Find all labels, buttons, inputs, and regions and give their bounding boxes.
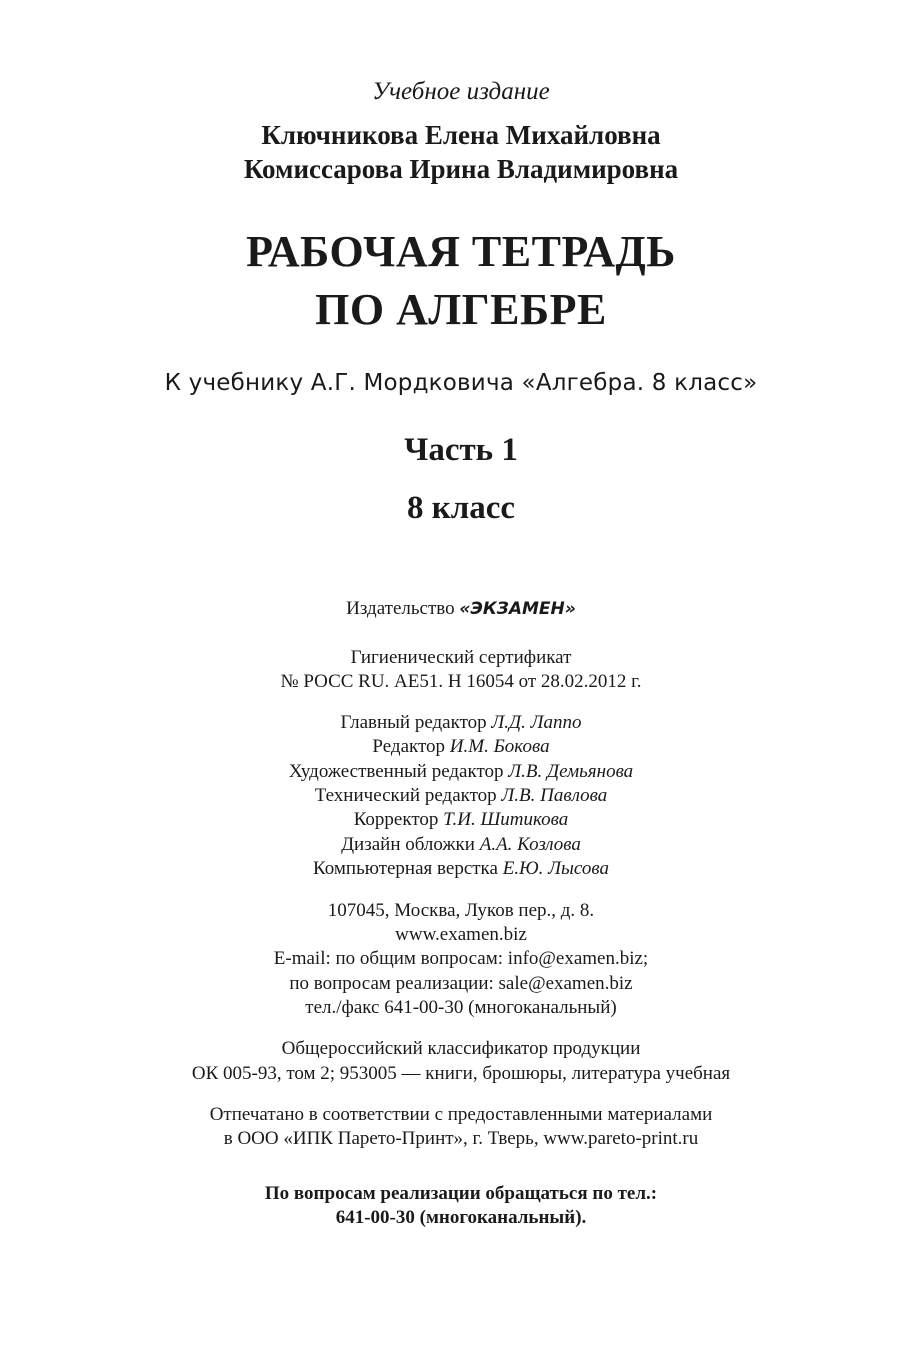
publisher-address: 107045, Москва, Луков пер., д. 8. <box>327 900 595 921</box>
staff-credit <box>0 736 922 758</box>
author-2: Комиссарова Ирина Владимировна <box>243 154 679 184</box>
publisher-email-general: E-mail: по общим вопросам: info@examen.biz; <box>273 948 649 969</box>
book-title-line-1: РАБОЧАЯ ТЕТРАДЬ <box>246 227 676 276</box>
edition-type: Учебное издание <box>372 78 550 105</box>
staff-name: А.А. Козлова <box>479 834 581 855</box>
publisher-website: www.examen.biz <box>395 924 527 945</box>
staff-name: Л.В. Демьянова <box>508 761 634 782</box>
author-1: Ключникова Елена Михайловна <box>261 120 661 150</box>
staff-credit <box>0 761 922 783</box>
staff-credit <box>0 834 922 856</box>
staff-role: Компьютерная верстка <box>313 858 498 879</box>
staff-name: Л.Д. Лаппо <box>491 712 582 733</box>
certificate-number: № РОСС RU. АЕ51. Н 16054 от 28.02.2012 г. <box>280 671 642 692</box>
printing-note: Отпечатано в соответствии с предоставленными материалами <box>209 1104 713 1125</box>
certificate-title: Гигиенический сертификат <box>350 647 572 668</box>
sales-contact-label: По вопросам реализации обращаться по тел.: <box>264 1183 658 1204</box>
staff-name: Л.В. Павлова <box>501 785 608 806</box>
printing-house: в ООО «ИПК Парето-Принт», г. Тверь, www.pareto-print.ru <box>223 1128 699 1149</box>
staff-role: Художественный редактор <box>288 761 504 782</box>
staff-role: Редактор <box>372 736 446 757</box>
staff-credit <box>0 809 922 831</box>
staff-role: Дизайн обложки <box>341 834 475 855</box>
staff-name: Т.И. Шитикова <box>443 809 569 830</box>
staff-credit <box>0 858 922 880</box>
classifier-code: ОК 005-93, том 2; 953005 — книги, брошюры, литература учебная <box>191 1063 731 1084</box>
staff-credit <box>0 712 922 734</box>
classifier-title: Общероссийский классификатор продукции <box>281 1038 641 1059</box>
sales-contact-phone: 641-00-30 (многоканальный). <box>335 1207 587 1228</box>
publisher-phone: тел./факс 641-00-30 (многоканальный) <box>305 997 617 1018</box>
publisher-label: Издательство <box>346 598 455 619</box>
staff-role: Корректор <box>353 809 439 830</box>
staff-role: Технический редактор <box>314 785 497 806</box>
staff-credit <box>0 785 922 807</box>
staff-role: Главный редактор <box>340 712 487 733</box>
grade-level: 8 класс <box>406 490 516 526</box>
book-subtitle: К учебнику А.Г. Мордковича «Алгебра. 8 класс» <box>164 370 758 396</box>
part-number: Часть 1 <box>404 432 518 468</box>
staff-name: И.М. Бокова <box>449 736 550 757</box>
staff-name: Е.Ю. Лысова <box>502 858 609 879</box>
book-title-line-2: ПО АЛГЕБРЕ <box>315 285 607 334</box>
publisher-line <box>0 598 922 620</box>
publisher-name: «ЭКЗАМЕН» <box>459 599 576 619</box>
publisher-email-sales: по вопросам реализации: sale@examen.biz <box>289 973 633 994</box>
